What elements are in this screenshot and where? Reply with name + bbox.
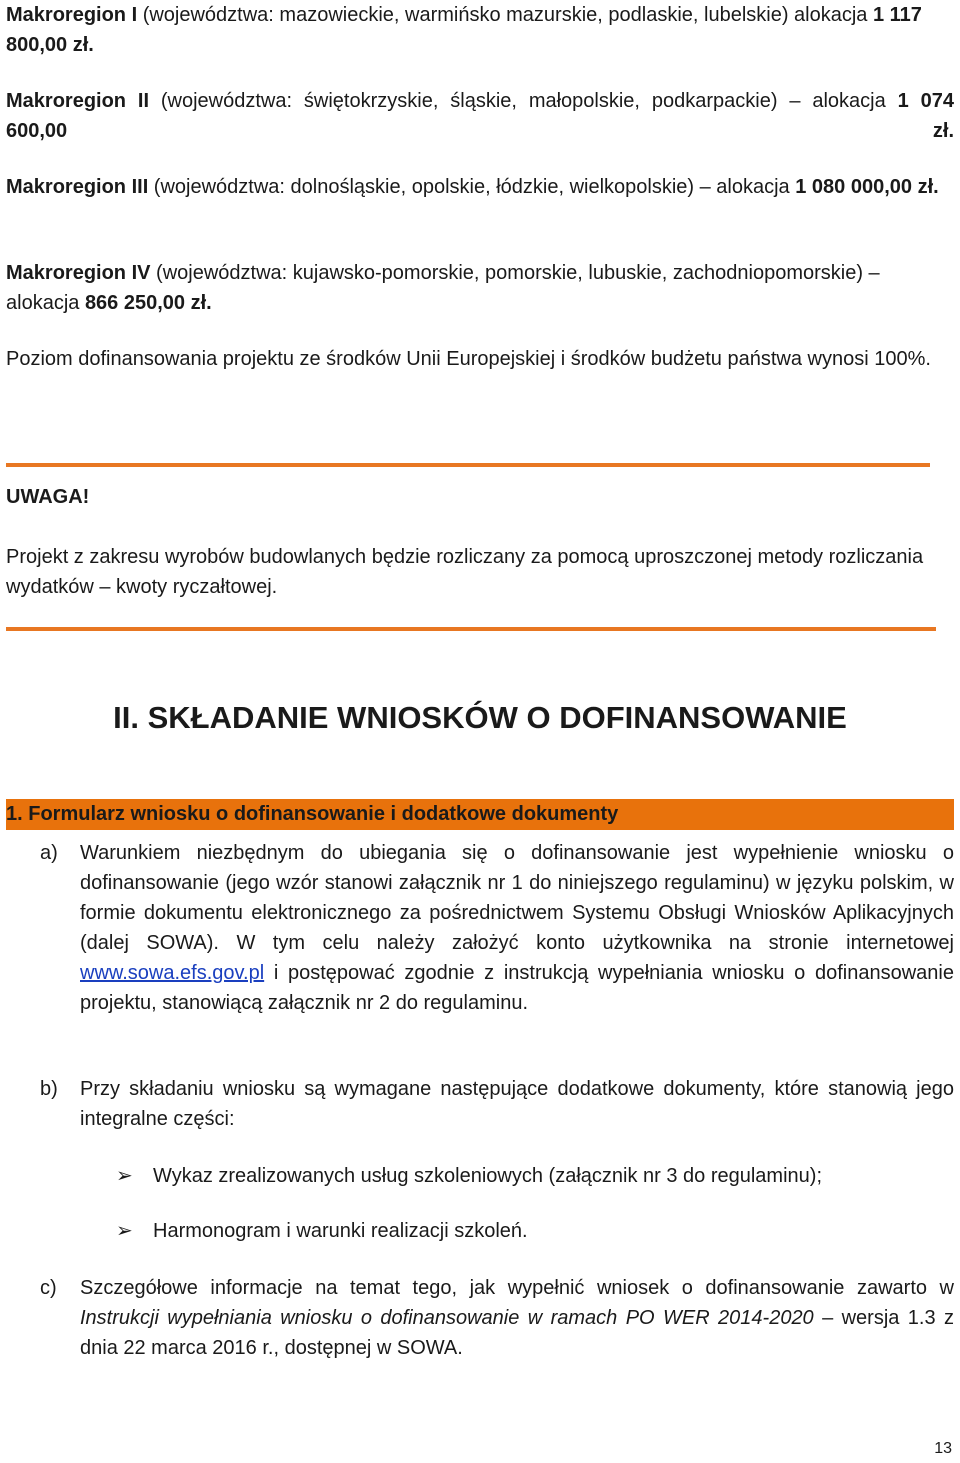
subsection-title: 1. Formularz wniosku o dofinansowanie i dodatkowe dokumenty	[6, 803, 619, 825]
subsection-bar	[6, 799, 954, 830]
region-4-paragraph	[6, 258, 954, 318]
region-2-desc: (województwa: świętokrzyskie, śląskie, małopolskie, podkarpackie) – alokacja	[149, 90, 898, 112]
region-1-desc: (województwa: mazowieckie, warmińsko mazurskie, podlaskie, lubelskie) alokacja	[137, 4, 873, 26]
region-4-amount: 866 250,00 zł.	[84, 292, 212, 314]
region-2-amount: 1 074 600,00 zł.	[6, 90, 954, 142]
section-heading: II. SKŁADANIE WNIOSKÓW O DOFINANSOWANIE	[113, 700, 847, 735]
item-b-text: Przy składaniu wniosku są wymagane następujące dodatkowe dokumenty, które stanowią jego integralne części:	[80, 1078, 954, 1130]
region-1-paragraph	[6, 0, 954, 60]
item-c-label: c)	[40, 1277, 57, 1299]
region-1-name: Makroregion I	[6, 4, 138, 26]
region-4-name: Makroregion IV	[6, 262, 151, 284]
item-a-before-link: Warunkiem niezbędnym do ubiegania się o dofinansowanie jest wypełnienie wniosku o dofinansowanie (jego wzór stanowi załącznik nr 1 do niniejszego regulaminu) w języku polskim, w formie dokumentu elektronicznego za pośrednictwem Systemu Obsługi Wniosków Aplikacyjnych (dalej SOWA). W tym celu należy założyć konto użytkownika na stronie internetowej	[80, 842, 954, 954]
region-2-name: Makroregion II	[6, 90, 150, 112]
region-3-name: Makroregion III	[6, 176, 149, 198]
region-2-paragraph	[6, 86, 954, 146]
item-c-before: Szczegółowe informacje na temat tego, jak wypełnić wniosek o dofinansowanie zawarto w	[80, 1277, 954, 1299]
item-a-after-link: i postępować zgodnie z instrukcją wypełniania wniosku o dofinansowanie projektu, stanowiącą załącznik nr 2 do regulaminu.	[80, 962, 954, 1014]
region-1-amount: 1 117 800,00 zł.	[6, 4, 922, 56]
bullet-item-1: Wykaz zrealizowanych usług szkoleniowych (załącznik nr 3 do regulaminu);	[153, 1165, 822, 1187]
item-c-text	[80, 1273, 954, 1363]
page-number: 13	[934, 1440, 952, 1457]
warning-text: Projekt z zakresu wyrobów budowlanych będzie rozliczany za pomocą uproszczonej metody rozliczania wydatków – kwoty ryczałtowej.	[6, 546, 924, 598]
region-3-amount: 1 080 000,00 zł.	[795, 176, 939, 198]
region-4-desc: (województwa: kujawsko-pomorskie, pomorskie, lubuskie, zachodniopomorskie) – alokacja	[6, 262, 880, 314]
region-3-desc: (województwa: dolnośląskie, opolskie, łódzkie, wielkopolskie) – alokacja	[148, 176, 796, 198]
item-b-label: b)	[40, 1078, 58, 1100]
region-3-paragraph	[6, 172, 954, 202]
item-a-label: a)	[40, 842, 58, 864]
item-c-italic-title: Instrukcji wypełniania wniosku o dofinansowanie w ramach PO WER 2014-2020	[80, 1307, 814, 1329]
sowa-link[interactable]: www.sowa.efs.gov.pl	[80, 962, 265, 984]
item-a-text	[80, 838, 954, 1018]
item-c-after: – wersja 1.3 z dnia 22 marca 2016 r., dostępnej w SOWA.	[80, 1307, 954, 1359]
bullet-item-2: Harmonogram i warunki realizacji szkoleń.	[153, 1220, 528, 1242]
warning-bottom-rule	[6, 627, 936, 631]
warning-top-rule	[6, 463, 930, 467]
bullet-arrow-icon: ➢	[116, 1165, 133, 1187]
warning-title: UWAGA!	[6, 486, 90, 508]
cofinancing-paragraph: Poziom dofinansowania projektu ze środków Unii Europejskiej i środków budżetu państwa wynosi 100%.	[6, 348, 931, 370]
bullet-arrow-icon: ➢	[116, 1220, 133, 1242]
